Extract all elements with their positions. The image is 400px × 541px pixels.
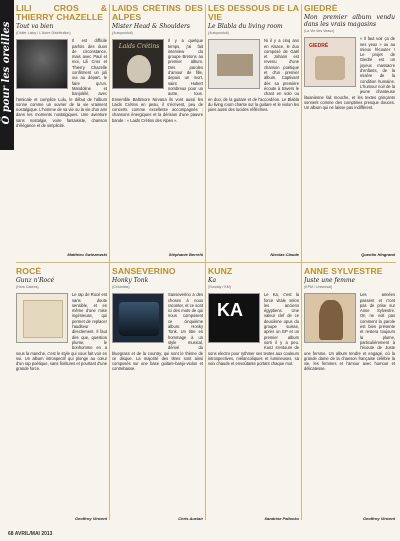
cover-portrait-graphic	[319, 300, 343, 340]
review-label: (La Vie des Veaux)	[304, 29, 335, 33]
review-author: Geoffroy Vincent	[362, 515, 395, 521]
review-roce	[16, 267, 107, 523]
review-album: Le Blabla du living room	[208, 23, 283, 30]
cover-graphic	[23, 300, 63, 338]
cover-skull-graphic	[127, 55, 151, 83]
review-artist: ROCÉ	[16, 267, 42, 276]
reviews-grid	[16, 4, 396, 524]
review-album: Juste une femme	[304, 277, 356, 284]
review-label: (Hors Cadres)	[16, 285, 39, 289]
review-artist: LAIDS CRÉTINS DES ALPES	[112, 4, 203, 22]
cover-band-name: Laids Crétins	[118, 43, 160, 51]
review-sanseverino	[112, 267, 203, 523]
page-footer: 68 AVRIL/MAI 2013	[8, 531, 53, 537]
review-anne-sylvestre	[304, 267, 395, 523]
review-label: (Autoproduit)	[208, 31, 229, 35]
album-cover-image	[112, 39, 164, 89]
review-text: « Il faut voir ça de ses yeux » ou au mieux l'écouter ! Le projet de Giedré est un joyeux massacre d'enfants, de la misère de la condition humaine. L'humour noir de la jeune chanteuse lituanienne fait mouche, et les textes grinçants sonnent comme des comptines presque douces. Un album qui ne laisse pas indifférent.	[304, 36, 395, 111]
review-author: Chris Auclair	[178, 515, 203, 521]
review-album: Tout va bien	[16, 23, 54, 30]
review-album: Ka	[208, 277, 217, 284]
album-cover-image	[16, 39, 68, 89]
review-author: Sandrine Pallocko	[264, 515, 299, 521]
review-label: (EPM / Universal)	[304, 285, 333, 289]
review-author: Quentin Hingrand	[361, 251, 395, 257]
cover-title: GIEDRÉ	[309, 43, 329, 50]
review-text: Le Ka, c'est la force vitale selon les anciens égyptiens. Une valeur clef de ce deuxième opus du groupe suisse, après un EP et un premier album sorti il y a peu. Kunz s'entoure de sons electro pour rythmer ses textes aux couleurs introspectives, mélancoliques et lumineuses, sa voix chaude et envoûtante portant chaque mot.	[208, 292, 299, 367]
review-artist: ANNE SYLVESTRE	[304, 267, 383, 276]
review-laids-cretins	[112, 4, 203, 259]
review-author: Matthieu Swiezewski	[67, 251, 107, 257]
section-tab-label: Ô pour les oreilles	[1, 21, 12, 125]
review-artist: KUNZ	[208, 267, 233, 276]
review-author: Stéphanie Berrehi	[168, 251, 203, 257]
album-cover-image	[112, 293, 164, 343]
album-cover-image	[208, 39, 260, 89]
review-label: (Autoproduit)	[112, 31, 133, 35]
review-artist: LES DESSOUS DE LA VIE	[208, 4, 299, 22]
review-label: (Didier Laloy / L'Autre Distribution)	[16, 31, 71, 35]
review-kunz	[208, 267, 299, 523]
review-artist: GIEDRÉ	[304, 4, 338, 13]
review-lili-cros	[16, 4, 107, 259]
review-album: Honky Tonk	[112, 277, 149, 284]
cover-figure-graphic	[119, 302, 159, 336]
review-text: Le rap de Rocé est sans doute sensible, et en même d'une mise ingénieuse, qui permet de replacer l'auditeur directement. Il faut dire que, question plume, le bonhomme en a sous la manche, c'est le style qui vous fait voir en soi. Un album introspectif qui plonge au cœur d'un rap poétique, sans fioritures et pourtant d'une grande force.	[16, 292, 107, 372]
review-author: Geoffroy Vincent	[74, 515, 107, 521]
review-album: Gunz n'Rocé	[16, 277, 55, 284]
section-tab	[0, 0, 14, 150]
review-artist: LILI CROS & THIERRY CHAZELLE	[16, 4, 107, 22]
review-les-dessous	[208, 4, 299, 259]
album-cover-image	[304, 293, 356, 343]
review-artist: SANSEVERINO	[112, 267, 176, 276]
review-author: Nicolas Claude	[270, 251, 299, 257]
review-text: Il y a quelque temps, j'ai fait interview du groupe Bretons au premier album. Des paroles d'amour de fille, depuis un mort, saint Hubert nombreux pour un autre, tous. Ensemble Baltimore Nirvana ils vont aussi les Laids Crétins en peau, il s'écrivent, peu de concerts comme excellente accompagnés : chansons énergiques et la dérision d'une pauvre bande : « Laids Crétins des Alpes ».	[112, 38, 203, 123]
review-text: Les années passent et n'ont pas de prise sur Anne Sylvestre. On ne voit pas comment la parole est bien présente et restera toujours la plume, particulièrement à l'écoute de Juste une femme. Un album tendre et engagé, où la grande dame de la chanson française célèbre la vie, les femmes et l'amour avec humour et délicatesse.	[304, 292, 395, 372]
album-cover-image	[16, 293, 68, 343]
cover-title: KA	[217, 300, 243, 321]
review-text: Sanseverino a des choses à nous raconter, et ce sont ici des mots de qui nous composent ce cinquième album. Honky Tonk. Un titre en hommage à un style musical, dérivé du bluegrass et de la country, qui sont le thème de ce disque. La majorité des titres sont ainsi composés sur une base guitare-banjo-violon et contrebasse.	[112, 292, 203, 372]
cover-room-graphic	[217, 54, 253, 76]
review-album: Mon premier album vendu dans les vrais magasins	[304, 14, 395, 28]
album-cover-image	[304, 37, 356, 87]
cover-portrait-graphic	[315, 56, 345, 80]
review-album: Mister Head & Shoulders	[112, 23, 190, 30]
review-text: Il est difficile parfois des duos de circonstance, mais avec Paul et moi, Lili Cros et Thierry Chazelle confirment un joli oui au départ, le faire qu'un. Mandoline et banjolélé, avec l'amicale et complice Lulu, le début de l'album sonne comme un ouvrier de la vie vraiment nostalgique. L'homme de sa vie ou la vie d'un ami dans les moments nostalgiques. Une aventure sans nostalgie, voire fantaisiste, chanson d'élégance et de simplicité.	[16, 38, 107, 129]
review-text: Ni il y a cinq ans en Alsace, le duo composé de Gaël et Johann est revenu d'une chanson poétique et d'un premier album. Captivant dès sa première écoute à travers le chant en solo ou en duo, de la guitare et de l'accordéon. Le Blabla du living room chante sur la guitare et le violon les joies aussi des lucides réfléchies.	[208, 38, 299, 113]
review-giedre	[304, 4, 395, 259]
album-cover-image	[208, 293, 260, 343]
review-label: (Sunday / KM)	[208, 285, 231, 289]
review-label: (Columbia)	[112, 285, 130, 289]
